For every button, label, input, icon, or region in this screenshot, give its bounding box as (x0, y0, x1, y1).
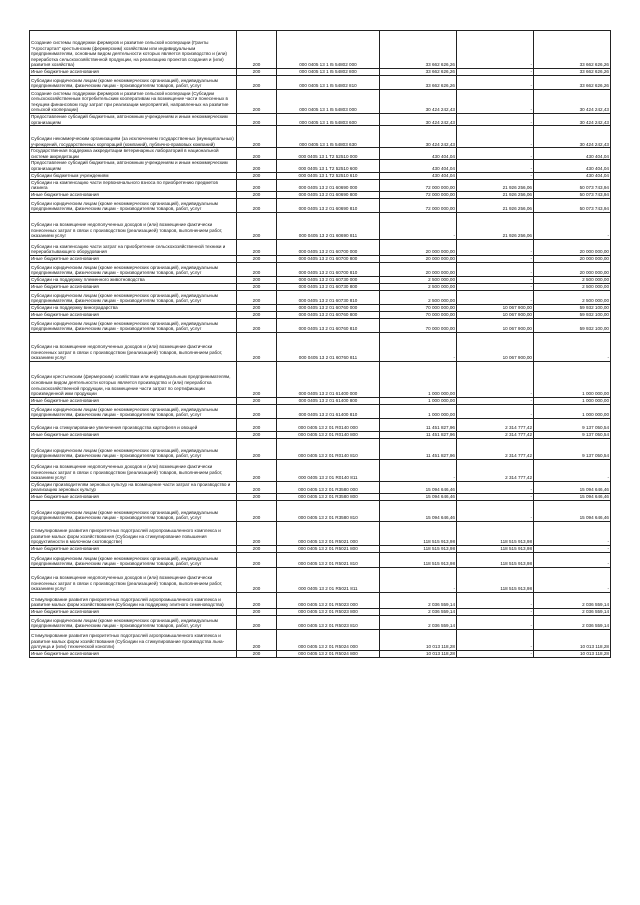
row-code: 200 (237, 76, 277, 90)
budget-table-body (30, 31, 611, 658)
table-row (30, 172, 611, 179)
row-unexecuted-amount: 50 073 743,94 (534, 191, 611, 198)
row-unexecuted-amount: 15 094 646,46 (534, 500, 611, 521)
row-executed-amount: 2 314 777,42 (457, 431, 534, 438)
row-executed-amount: - (457, 255, 534, 262)
row-executed-amount: - (457, 283, 534, 290)
row-approved-amount: 2 036 559,14 (380, 608, 457, 615)
row-executed-amount: - (457, 276, 534, 283)
row-approved-amount: 72 000 000,00 (380, 198, 457, 212)
row-code: 200 (237, 198, 277, 212)
table-row (30, 69, 611, 76)
row-approved-amount: 15 094 646,46 (380, 481, 457, 493)
row-name: Иные бюджетные ассигнования (30, 255, 237, 262)
row-executed-amount: 118 515 913,98 (457, 545, 534, 552)
row-name: Субсидии юридическим лицам (кроме некоммерческих организаций), индивидуальным предпринимателям, физическим лицам - производителям товаров, работ, услуг (30, 198, 237, 212)
row-kbk: 000 0405 13 2 01 60690 800 (277, 191, 380, 198)
row-unexecuted-amount: 30 424 242,43 (534, 114, 611, 126)
row-code: 200 (237, 212, 277, 239)
row-unexecuted-amount: 10 013 118,28 (534, 650, 611, 657)
row-kbk: 000 0405 13 2 01 60700 000 (277, 239, 380, 255)
row-approved-amount: 20 000 000,00 (380, 255, 457, 262)
table-row (30, 198, 611, 212)
row-code: 200 (237, 90, 277, 114)
row-code: 200 (237, 114, 277, 126)
row-unexecuted-amount: 2 500 000,00 (534, 283, 611, 290)
row-kbk: 000 0405 13 1 T2 52510 610 (277, 172, 380, 179)
table-row (30, 179, 611, 191)
row-approved-amount: 118 515 913,98 (380, 545, 457, 552)
row-name: Субсидии бюджетным учреждениям (30, 172, 237, 179)
row-kbk: 000 0405 13 2 01 R5024 800 (277, 650, 380, 657)
row-approved-amount: 1 000 000,00 (380, 397, 457, 404)
table-row (30, 608, 611, 615)
row-kbk: 000 0405 13 2 01 R0140 811 (277, 459, 380, 481)
table-row (30, 311, 611, 318)
row-unexecuted-amount: 9 137 050,54 (534, 438, 611, 459)
row-unexecuted-amount: 30 424 242,43 (534, 126, 611, 148)
row-unexecuted-amount: 1 000 000,00 (534, 397, 611, 404)
row-approved-amount: 30 424 242,43 (380, 90, 457, 114)
row-code: 200 (237, 290, 277, 304)
row-unexecuted-amount: - (534, 521, 611, 545)
row-code: 200 (237, 69, 277, 76)
row-executed-amount: - (457, 114, 534, 126)
row-approved-amount: 118 515 913,98 (380, 521, 457, 545)
row-code: 200 (237, 615, 277, 629)
row-kbk: 000 0405 13 2 01 R5021 810 (277, 552, 380, 567)
row-name: Субсидии юридическим лицам (кроме некоммерческих организаций), индивидуальным предпринимателям, физическим лицам - производителям товаров, работ, услуг (30, 404, 237, 418)
row-kbk: 000 0405 13 1 I5 54802 810 (277, 76, 380, 90)
row-kbk: 000 0405 13 2 01 61400 800 (277, 397, 380, 404)
row-executed-amount: 10 067 900,00 (457, 304, 534, 311)
row-executed-amount: - (457, 239, 534, 255)
table-row (30, 239, 611, 255)
row-executed-amount: - (457, 76, 534, 90)
row-executed-amount: 10 067 900,00 (457, 318, 534, 332)
table-row (30, 361, 611, 397)
table-row (30, 31, 611, 69)
row-approved-amount: 2 500 000,00 (380, 283, 457, 290)
row-name: Государственная поддержка аккредитации ветеринарных лабораторий в национальной системе аккредитации (30, 148, 237, 160)
row-approved-amount: 2 500 000,00 (380, 290, 457, 304)
row-code: 200 (237, 493, 277, 500)
row-executed-amount: - (457, 592, 534, 608)
row-approved-amount: 72 000 000,00 (380, 179, 457, 191)
row-code: 200 (237, 262, 277, 276)
row-code: 200 (237, 191, 277, 198)
row-executed-amount: - (457, 126, 534, 148)
row-executed-amount: - (457, 262, 534, 276)
table-row (30, 545, 611, 552)
row-unexecuted-amount: 59 932 100,00 (534, 304, 611, 311)
row-code: 200 (237, 318, 277, 332)
row-approved-amount: 2 036 559,14 (380, 592, 457, 608)
row-name: Субсидии на возмещение недополученных доходов и (или) возмещение фактически понесенных затрат в связи с производством (реализацией) товаров, выполнением работ, оказанием услуг (30, 459, 237, 481)
table-row (30, 290, 611, 304)
row-executed-amount: - (457, 493, 534, 500)
row-kbk: 000 0405 13 2 01 60730 810 (277, 290, 380, 304)
table-row (30, 212, 611, 239)
row-unexecuted-amount: 2 036 559,14 (534, 608, 611, 615)
row-approved-amount: 33 662 626,26 (380, 69, 457, 76)
row-unexecuted-amount: 2 036 559,14 (534, 615, 611, 629)
row-name: Субсидии юридическим лицам (кроме некоммерческих организаций), индивидуальным предпринимателям, физическим лицам - производителям товаров, работ, услуг (30, 290, 237, 304)
row-kbk: 000 0405 13 2 01 61400 810 (277, 404, 380, 418)
table-row (30, 90, 611, 114)
row-approved-amount: - (380, 459, 457, 481)
table-row (30, 262, 611, 276)
table-row (30, 629, 611, 650)
row-kbk: 000 0405 13 2 01 60760 811 (277, 332, 380, 361)
row-name: Субсидии юридическим лицам (кроме некоммерческих организаций), индивидуальным предпринимателям, физическим лицам - производителям товаров, работ, услуг (30, 262, 237, 276)
row-unexecuted-amount: 430 404,04 (534, 148, 611, 160)
row-code: 200 (237, 126, 277, 148)
row-unexecuted-amount: 2 500 000,00 (534, 276, 611, 283)
row-name: Предоставление субсидий бюджетным, автономным учреждениям и иным некоммерческим организациям (30, 114, 237, 126)
row-kbk: 000 0405 13 1 T2 52510 000 (277, 148, 380, 160)
row-code: 200 (237, 160, 277, 172)
row-name: Субсидии юридическим лицам (кроме некоммерческих организаций), индивидуальным предпринимателям, физическим лицам - производителям товаров, работ, услуг (30, 76, 237, 90)
row-approved-amount: 2 500 000,00 (380, 276, 457, 283)
row-approved-amount: 118 515 913,98 (380, 552, 457, 567)
row-approved-amount: - (380, 567, 457, 592)
row-approved-amount: 70 000 000,00 (380, 318, 457, 332)
row-unexecuted-amount: - (534, 212, 611, 239)
row-unexecuted-amount: - (534, 567, 611, 592)
row-executed-amount: 2 314 777,42 (457, 438, 534, 459)
row-unexecuted-amount: 33 662 626,26 (534, 69, 611, 76)
row-kbk: 000 0405 13 2 01 60690 811 (277, 212, 380, 239)
row-code: 200 (237, 397, 277, 404)
row-executed-amount: - (457, 404, 534, 418)
row-name: Субсидии на стимулирование увеличения производства картофеля и овощей (30, 418, 237, 431)
row-name: Иные бюджетные ассигнования (30, 311, 237, 318)
table-row (30, 191, 611, 198)
row-name: Иные бюджетные ассигнования (30, 397, 237, 404)
table-row (30, 493, 611, 500)
row-executed-amount: 10 067 900,00 (457, 311, 534, 318)
row-name: Создание системы поддержки фермеров и развитие сельской кооперации (Субсидии сельскохозяйственным потребительским кооперативам на возмещение части понесенных в текущем финансовом году затрат при реализации мероприятий, направленных на развитие сельской кооперации) (30, 90, 237, 114)
row-code: 200 (237, 179, 277, 191)
row-name: Субсидии на поддержку племенного животноводства (30, 276, 237, 283)
row-approved-amount: 20 000 000,00 (380, 262, 457, 276)
row-approved-amount: 430 404,04 (380, 172, 457, 179)
row-name: Иные бюджетные ассигнования (30, 191, 237, 198)
row-executed-amount: 2 314 777,42 (457, 459, 534, 481)
row-kbk: 000 0405 13 2 01 60700 810 (277, 262, 380, 276)
row-executed-amount: - (457, 69, 534, 76)
row-approved-amount: 33 662 626,26 (380, 76, 457, 90)
row-approved-amount: 72 000 000,00 (380, 191, 457, 198)
row-kbk: 000 0405 13 2 01 R0140 810 (277, 438, 380, 459)
row-kbk: 000 0405 13 2 01 60700 800 (277, 255, 380, 262)
row-unexecuted-amount: 20 000 000,00 (534, 239, 611, 255)
row-approved-amount: 33 662 626,26 (380, 31, 457, 69)
row-approved-amount: 10 013 118,28 (380, 629, 457, 650)
row-executed-amount: 118 515 913,98 (457, 567, 534, 592)
row-kbk: 000 0405 13 2 01 R5024 000 (277, 629, 380, 650)
row-executed-amount: - (457, 481, 534, 493)
row-executed-amount: - (457, 650, 534, 657)
row-code: 200 (237, 650, 277, 657)
row-code: 200 (237, 172, 277, 179)
row-code: 200 (237, 31, 277, 69)
row-approved-amount: 430 404,04 (380, 160, 457, 172)
row-kbk: 000 0405 13 2 01 60690 000 (277, 179, 380, 191)
row-kbk: 000 0405 13 2 01 R0140 800 (277, 431, 380, 438)
row-kbk: 000 0405 13 2 01 60730 000 (277, 276, 380, 283)
row-name: Субсидии юридическим лицам (кроме некоммерческих организаций), индивидуальным предпринимателям, физическим лицам - производителям товаров, работ, услуг (30, 438, 237, 459)
row-kbk: 000 0405 13 1 I5 54802 000 (277, 31, 380, 69)
row-executed-amount: 118 515 913,98 (457, 552, 534, 567)
table-row (30, 592, 611, 608)
row-executed-amount: - (457, 290, 534, 304)
row-unexecuted-amount: 15 094 646,46 (534, 493, 611, 500)
row-unexecuted-amount: 20 000 000,00 (534, 262, 611, 276)
row-code: 200 (237, 500, 277, 521)
row-kbk: 000 0405 13 1 T2 52510 600 (277, 160, 380, 172)
row-name: Иные бюджетные ассигнования (30, 69, 237, 76)
row-approved-amount: 30 424 242,43 (380, 126, 457, 148)
row-name: Создание системы поддержки фермеров и развитие сельской кооперации (Гранты "Агростартап" крестьянским (фермерским) хозяйствам или индивидуальным предпринимателям, основным видом деятельности которых является производство и (или) переработка сельскохозяйственной продукции, на реализацию проектов создания и (или) развития хозяйства) (30, 31, 237, 69)
row-code: 200 (237, 459, 277, 481)
row-name: Иные бюджетные ассигнования (30, 650, 237, 657)
table-row (30, 255, 611, 262)
table-row (30, 397, 611, 404)
row-unexecuted-amount: 15 094 646,46 (534, 481, 611, 493)
table-row (30, 431, 611, 438)
row-executed-amount: - (457, 148, 534, 160)
table-row (30, 650, 611, 657)
row-approved-amount: 15 094 646,46 (380, 500, 457, 521)
row-code: 200 (237, 304, 277, 311)
row-kbk: 000 0405 13 1 I5 54803 000 (277, 90, 380, 114)
table-row (30, 126, 611, 148)
row-name: Субсидии производителям зерновых культур на возмещение части затрат на производство и реализацию зерновых культур (30, 481, 237, 493)
row-executed-amount: 21 926 256,06 (457, 191, 534, 198)
row-kbk: 000 0405 13 2 01 R3580 800 (277, 493, 380, 500)
row-code: 200 (237, 148, 277, 160)
table-row (30, 404, 611, 418)
row-code: 200 (237, 276, 277, 283)
row-executed-amount: 21 926 256,06 (457, 198, 534, 212)
row-approved-amount: - (380, 212, 457, 239)
row-executed-amount: - (457, 90, 534, 114)
row-executed-amount: 21 926 256,06 (457, 212, 534, 239)
row-name: Иные бюджетные ассигнования (30, 608, 237, 615)
row-code: 200 (237, 239, 277, 255)
row-name: Субсидии на компенсацию части первоначального взноса по приобретению предметов лизинга (30, 179, 237, 191)
row-approved-amount: 11 451 827,96 (380, 438, 457, 459)
row-executed-amount: 10 067 900,00 (457, 332, 534, 361)
row-code: 200 (237, 545, 277, 552)
table-row (30, 318, 611, 332)
row-name: Субсидии крестьянским (фермерским) хозяйствам или индивидуальным предпринимателям, основным видом деятельности которых является производство и (или) переработка сельскохозяйственной продукции, на возмещение части затрат по сертификации произведенной ими продукции (30, 361, 237, 397)
table-row (30, 160, 611, 172)
row-name: Субсидии на компенсацию части затрат на приобретение сельскохозяйственной техники и перерабатывающего оборудования (30, 239, 237, 255)
row-executed-amount: 2 314 777,42 (457, 418, 534, 431)
row-code: 200 (237, 552, 277, 567)
table-row (30, 500, 611, 521)
row-executed-amount: - (457, 629, 534, 650)
row-name: Предоставление субсидий бюджетным, автономным учреждениям и иным некоммерческим организациям (30, 160, 237, 172)
table-row (30, 418, 611, 431)
row-code: 200 (237, 431, 277, 438)
row-unexecuted-amount: 2 036 559,14 (534, 592, 611, 608)
row-name: Субсидии юридическим лицам (кроме некоммерческих организаций), индивидуальным предпринимателям, физическим лицам - производителям товаров, работ, услуг (30, 615, 237, 629)
table-row (30, 615, 611, 629)
row-approved-amount: 70 000 000,00 (380, 311, 457, 318)
row-executed-amount: - (457, 160, 534, 172)
row-kbk: 000 0405 13 2 01 60760 800 (277, 311, 380, 318)
row-kbk: 000 0405 13 2 01 R3580 000 (277, 481, 380, 493)
row-approved-amount: 2 036 559,14 (380, 615, 457, 629)
row-executed-amount: - (457, 31, 534, 69)
table-row (30, 283, 611, 290)
row-unexecuted-amount: - (534, 332, 611, 361)
row-executed-amount: - (457, 608, 534, 615)
table-row (30, 521, 611, 545)
row-name: Субсидии некоммерческим организациям (за исключением государственных (муниципальных) учреждений, государственных корпораций (компаний), публично-правовых компаний) (30, 126, 237, 148)
row-unexecuted-amount: 9 137 050,54 (534, 431, 611, 438)
row-approved-amount: 10 013 118,28 (380, 650, 457, 657)
row-code: 200 (237, 404, 277, 418)
row-executed-amount: - (457, 397, 534, 404)
row-executed-amount: 21 926 256,06 (457, 179, 534, 191)
row-executed-amount: - (457, 361, 534, 397)
row-name: Субсидии юридическим лицам (кроме некоммерческих организаций), индивидуальным предпринимателям, физическим лицам - производителям товаров, работ, услуг (30, 500, 237, 521)
row-approved-amount: 15 094 646,46 (380, 493, 457, 500)
table-row (30, 438, 611, 459)
row-name: Субсидии на поддержку виноградарства (30, 304, 237, 311)
row-name: Иные бюджетные ассигнования (30, 545, 237, 552)
row-kbk: 000 0405 13 2 01 R5023 800 (277, 608, 380, 615)
row-code: 200 (237, 418, 277, 431)
row-unexecuted-amount: - (534, 552, 611, 567)
row-unexecuted-amount: 50 073 743,94 (534, 179, 611, 191)
row-name: Субсидии юридическим лицам (кроме некоммерческих организаций), индивидуальным предпринимателям, физическим лицам - производителям товаров, работ, услуг (30, 318, 237, 332)
row-kbk: 000 0405 13 1 I5 54802 800 (277, 69, 380, 76)
row-code: 200 (237, 629, 277, 650)
row-name: Иные бюджетные ассигнования (30, 283, 237, 290)
table-row (30, 148, 611, 160)
table-row (30, 76, 611, 90)
row-approved-amount: 11 451 827,96 (380, 431, 457, 438)
row-unexecuted-amount: 430 404,04 (534, 172, 611, 179)
row-name: Стимулирование развития приоритетных подотраслей агропромышленного комплекса и развитие малых форм хозяйствования (Субсидии на поддержку элитного семеноводства) (30, 592, 237, 608)
row-unexecuted-amount: 33 662 626,26 (534, 76, 611, 90)
budget-table (29, 30, 611, 658)
row-kbk: 000 0405 13 2 01 R5021 800 (277, 545, 380, 552)
row-kbk: 000 0405 13 2 01 R5021 000 (277, 521, 380, 545)
row-unexecuted-amount: 430 404,04 (534, 160, 611, 172)
row-unexecuted-amount: 9 137 050,54 (534, 418, 611, 431)
row-code: 200 (237, 438, 277, 459)
row-approved-amount: 430 404,04 (380, 148, 457, 160)
row-code: 200 (237, 332, 277, 361)
row-executed-amount: - (457, 615, 534, 629)
row-name: Стимулирование развития приоритетных подотраслей агропромышленного комплекса и развитие малых форм хозяйствования (Субсидии на стимулирование повышения продуктивности в молочном скотоводстве) (30, 521, 237, 545)
row-code: 200 (237, 592, 277, 608)
row-unexecuted-amount: 59 932 100,00 (534, 318, 611, 332)
row-executed-amount: - (457, 172, 534, 179)
row-name: Субсидии на возмещение недополученных доходов и (или) возмещение фактически понесенных затрат в связи с производством (реализацией) товаров, выполнением работ, оказанием услуг (30, 567, 237, 592)
document-page (29, 30, 610, 658)
row-kbk: 000 0405 13 2 01 R0140 000 (277, 418, 380, 431)
row-unexecuted-amount: 30 424 242,43 (534, 90, 611, 114)
row-kbk: 000 0405 13 2 01 R5023 000 (277, 592, 380, 608)
row-code: 200 (237, 521, 277, 545)
table-row (30, 481, 611, 493)
row-name: Субсидии на возмещение недополученных доходов и (или) возмещение фактически понесенных затрат в связи с производством (реализацией) товаров, выполнением работ, оказанием услуг (30, 212, 237, 239)
row-unexecuted-amount: 33 662 626,26 (534, 31, 611, 69)
row-kbk: 000 0405 13 2 01 R5021 811 (277, 567, 380, 592)
row-unexecuted-amount: 50 073 743,94 (534, 198, 611, 212)
row-kbk: 000 0405 13 1 I5 54803 600 (277, 114, 380, 126)
row-name: Иные бюджетные ассигнования (30, 493, 237, 500)
row-name: Субсидии на возмещение недополученных доходов и (или) возмещение фактически понесенных затрат в связи с производством (реализацией) товаров, выполнением работ, оказанием услуг (30, 332, 237, 361)
row-kbk: 000 0405 13 2 01 60760 000 (277, 304, 380, 311)
row-executed-amount: 118 515 913,98 (457, 521, 534, 545)
row-code: 200 (237, 481, 277, 493)
row-code: 200 (237, 255, 277, 262)
row-unexecuted-amount: 20 000 000,00 (534, 255, 611, 262)
row-unexecuted-amount: 59 932 100,00 (534, 311, 611, 318)
row-unexecuted-amount: 1 000 000,00 (534, 404, 611, 418)
row-kbk: 000 0405 13 2 01 60730 800 (277, 283, 380, 290)
row-name: Стимулирование развития приоритетных подотраслей агропромышленного комплекса и развитие малых форм хозяйствования (Субсидии на стимулирование производства льна-долгунца и (или) технической конопли) (30, 629, 237, 650)
row-unexecuted-amount: 1 000 000,00 (534, 361, 611, 397)
table-row (30, 276, 611, 283)
row-kbk: 000 0405 13 2 01 61400 000 (277, 361, 380, 397)
row-unexecuted-amount: 2 500 000,00 (534, 290, 611, 304)
row-approved-amount: 20 000 000,00 (380, 239, 457, 255)
row-approved-amount: - (380, 332, 457, 361)
row-name: Иные бюджетные ассигнования (30, 431, 237, 438)
row-approved-amount: 1 000 000,00 (380, 404, 457, 418)
row-unexecuted-amount: 10 013 118,28 (534, 629, 611, 650)
table-row (30, 552, 611, 567)
row-approved-amount: 70 000 000,00 (380, 304, 457, 311)
row-code: 200 (237, 283, 277, 290)
row-approved-amount: 11 451 827,96 (380, 418, 457, 431)
table-row (30, 304, 611, 311)
row-code: 200 (237, 567, 277, 592)
row-kbk: 000 0405 13 2 01 60760 810 (277, 318, 380, 332)
row-unexecuted-amount: - (534, 545, 611, 552)
row-kbk: 000 0405 13 1 I5 54803 630 (277, 126, 380, 148)
row-kbk: 000 0405 13 2 01 R5023 810 (277, 615, 380, 629)
row-executed-amount: - (457, 500, 534, 521)
row-kbk: 000 0405 13 2 01 60690 810 (277, 198, 380, 212)
row-kbk: 000 0405 13 2 01 R3580 810 (277, 500, 380, 521)
row-unexecuted-amount: - (534, 459, 611, 481)
row-name: Субсидии юридическим лицам (кроме некоммерческих организаций), индивидуальным предпринимателям, физическим лицам - производителям товаров, работ, услуг (30, 552, 237, 567)
table-row (30, 567, 611, 592)
row-approved-amount: 1 000 000,00 (380, 361, 457, 397)
row-code: 200 (237, 361, 277, 397)
row-approved-amount: 30 424 242,43 (380, 114, 457, 126)
table-row (30, 332, 611, 361)
table-row (30, 459, 611, 481)
row-code: 200 (237, 608, 277, 615)
table-row (30, 114, 611, 126)
row-code: 200 (237, 311, 277, 318)
